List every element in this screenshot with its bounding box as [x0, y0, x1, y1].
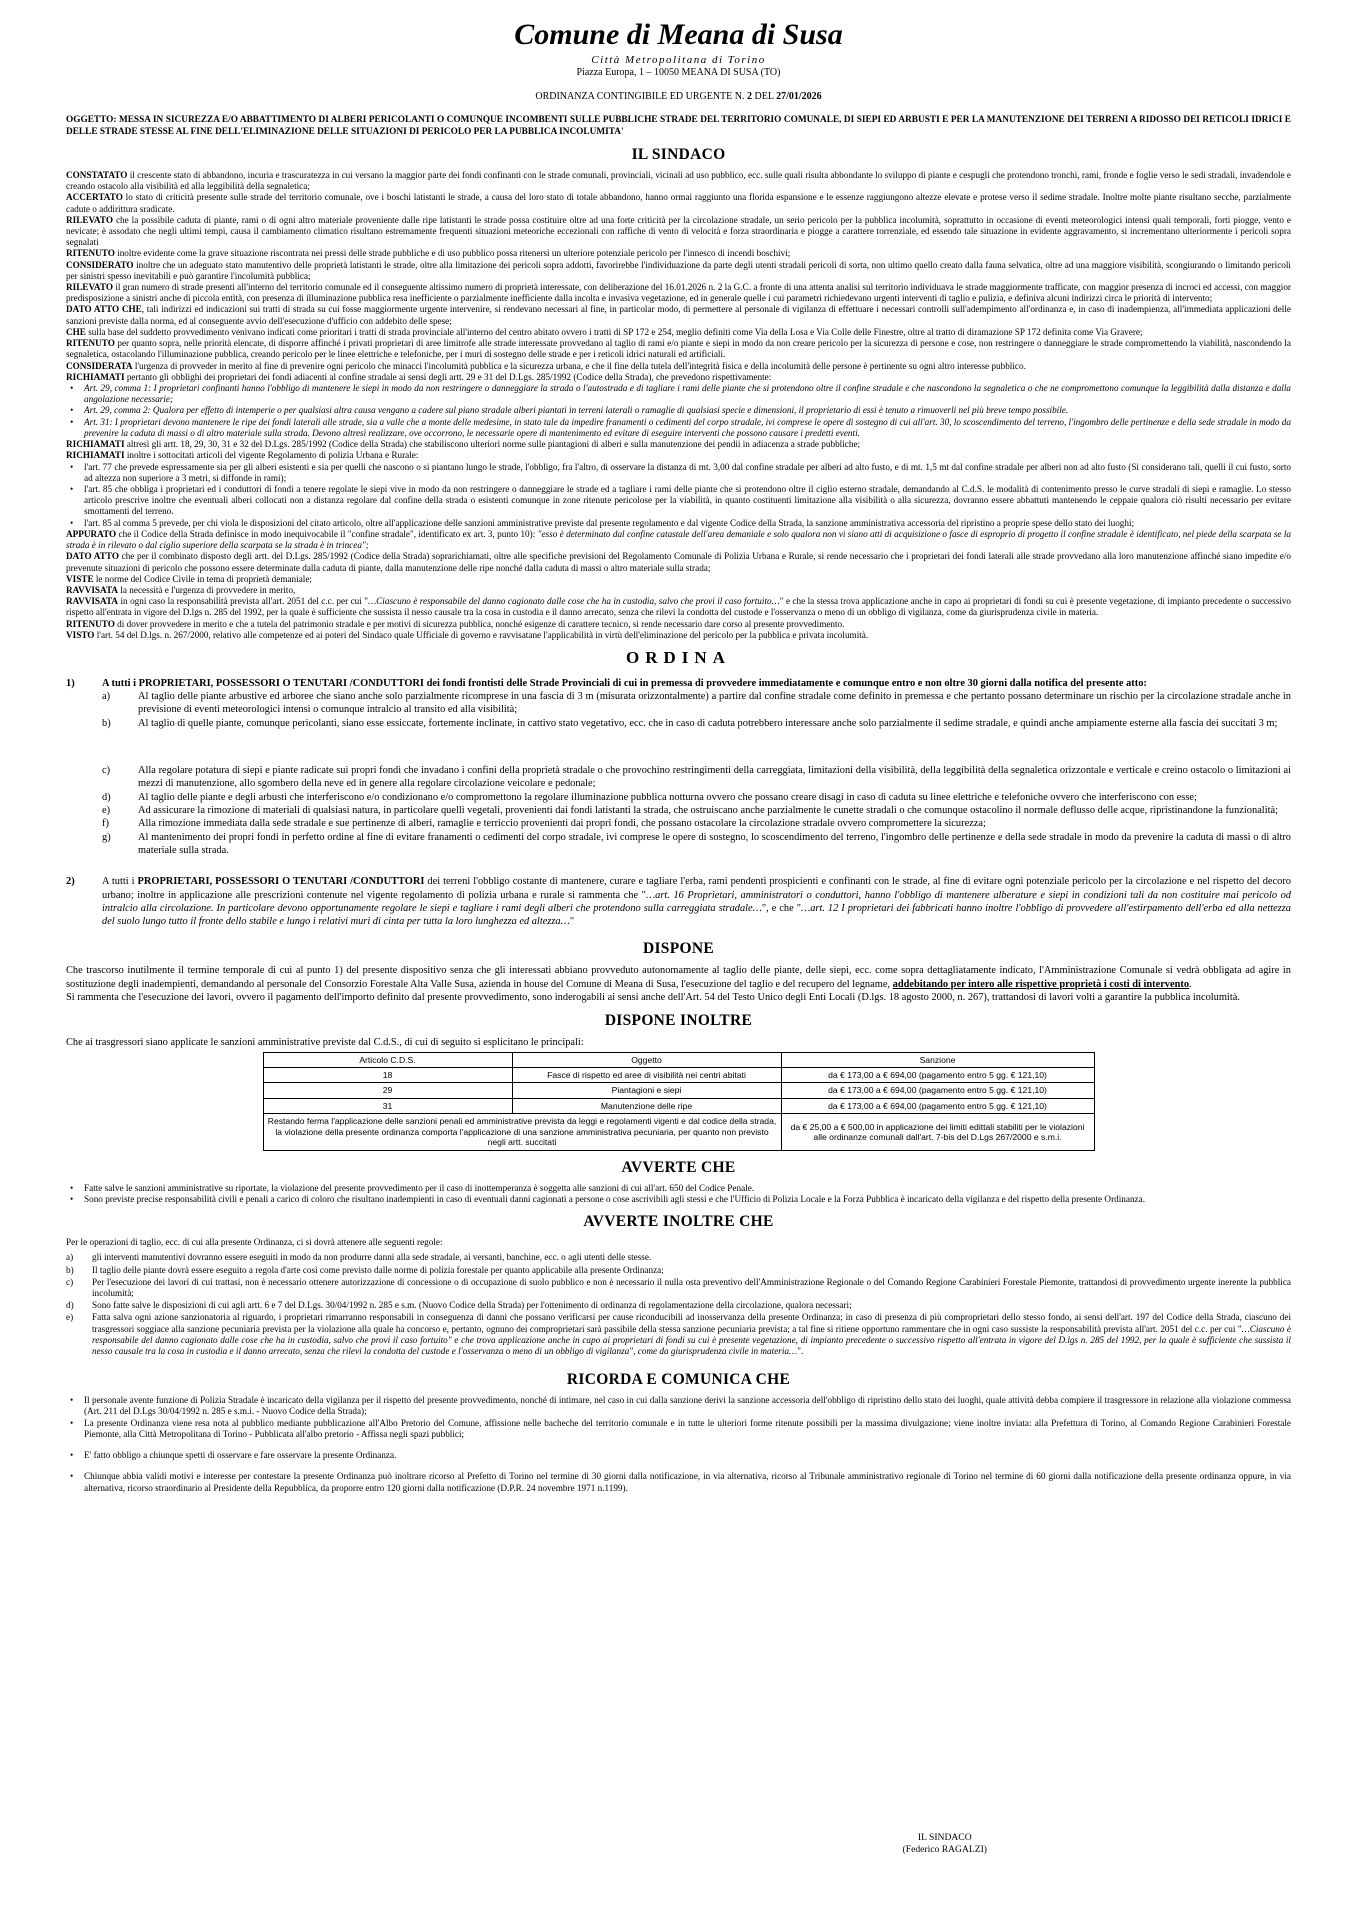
premessa: CONSTATATO il crescente stato di abbandono, incuria e trascuratezza in cui versano la maggior parte dei fondi confinanti con le strade comunali, provinciali, vicinali ad uso pubblico, ecc. sulle quali risulta abbondante lo sviluppo di piante e cespugli che protendono tronchi, rami, fronde e foglie verso le sedi stradali, invadendole e creando ostacolo alla visibilità ed alla leggibilità della segnaletica;: [66, 169, 1291, 192]
sanzioni-table: [263, 1052, 1095, 1151]
ordina-sub-item: d) Al taglio delle piante e degli arbusti che interferiscono e/o condizionano e/o compromettono la regolare illuminazione pubblica notturna ovvero che possano creare disagi in caso di caduta su linee elettriche e telefoniche ovvero che interferiscono con esse;: [102, 791, 1197, 803]
table-row: Restando ferma l'applicazione delle sanzioni penali ed amministrative prevista da leggi e regolamenti vigenti e dal codice della strada, la violazione della presente ordinanza comporta l'applicazione di una sanzione amministrativa pecuniaria, per quanto non previsto negli artt. succitati da € 25,00 a € 500,00 in applicazione dei limiti edittali stabiliti per le violazioni alle ordinanze comunali dall'art. 7-bis del D.Lgs 267/2000 e s.m.i.: [263, 1114, 1094, 1150]
ordina-sub-item: f) Alla rimozione immediata dalla sede stradale e sue pertinenze di alberi, ramaglie e terriccio provenienti dai propri fondi, che possano ostacolare la circolazione stradale ovvero compromettere la sicurezza;: [102, 818, 986, 830]
ordina-heading: ORDINA: [626, 648, 731, 668]
premessa: RICHIAMATI pertanto gli obblighi dei proprietari dei fondi adiacenti al confine stradale ai sensi degli artt. 29 e 31 del D.Lgs. 285/1992 (Codice della Strada), che prevedono rispettivamente:: [66, 371, 772, 382]
list-item: • Chiunque abbia validi motivi e interesse per contestare la presente Ordinanza può inoltrare ricorso al Prefetto di Torino nel termine di 30 giorni dalla notificazione, in via alternativa, ricorso al Tribunale amministrativo regionale di Torino nel termine di 60 giorni dalla notificazione della presente ordinanza oppure, in via alternativa, ricorso straordinario al Presidente della Repubblica, da proporre entro 120 giorni dalla notificazione (D.P.R. 24 novembre 1971 n.1199).: [84, 1471, 1291, 1493]
premessa: CHE sulla base del suddetto provvedimento venivano indicati come prioritari i tratti di strada provinciale all'interno del centro abitato ovvero i tratti di SP 172 e 254, meglio definiti come Via della Losa e Via Colle delle Finestre, oltre al tratto di diramazione SP 172 definita come Via Gravere;: [66, 326, 1143, 337]
ordina-point-2: 2) A tutti i PROPRIETARI, POSSESSORI O TENUTARI /CONDUTTORI dei terreni l'obbligo costante di mantenere, curare e tagliare l'erba, rami pendenti prospicienti e confinanti con le strade, al fine di evitare ogni potenziale pericolo per la circolazione e nel rispetto del decoro urbano; inoltre in applicazione alle prescrizioni contenute nel vigente regolamento di polizia urbana e rurale si rammenta che "…art. 16 Proprietari, amministratori o conduttori, hanno l'obbligo di mantenere alberature e siepi in condizioni tali da non costituire mai pericolo od intralcio alla circolazione. In particolare devono opportunamente regolare le siepi e tagliare i rami degli alberi che protendono sulla carreggiata stradale…", e che "…art. 12 I proprietari dei fabbricati hanno inoltre l'obbligo di provvedere all'estirpamento dell'erba ed alla nettezza del suolo lungo tutto il fronte dello stabile e lungo i relativi muri di cinta per tutta la loro lunghezza ed altezza…": [66, 876, 1291, 928]
ordina-sub-item: b) Al taglio di quelle piante, comunque pericolanti, siano esse essiccate, fortemente inclinate, in cattivo stato vegetativo, ecc. che in caso di caduta potrebbero interessare anche solo parzialmente il sedime stradale, e quindi anche ampiamente esterne alla fascia dei succitati 3 m;: [102, 717, 1278, 729]
premessa: DATO ATTO che per il combinato disposto degli artt. del D.Lgs. 285/1992 (Codice della Strada) soprarichiamati, oltre alle specifiche previsioni del Regolamento Comunale di Polizia Urbana e Rurale, si rende necessario che i proprietari dei fondi laterali alle strade provvedano alla loro manutenzione affinché siano impedite e/o prevenute situazioni di pericolo che possono essere determinate dalla caduta di piante, dalla manutenzione delle ripe nonché dalla caduta di massi o altro materiale sulla strada;: [66, 551, 1291, 573]
premessa: RILEVATO che la possibile caduta di piante, rami o di ogni altro materiale proveniente dalle ripe latistanti le strade possa costituire oltre ad una forte criticità per la circolazione stradale, un serio pericolo per la pubblica incolumità, soprattutto in occasione di eventi meteorologici intensi quali temporali, forti piogge, vento e nevicate; è assodato che negli ultimi tempi, causa il cambiamento climatico risultano estremamente frequenti situazioni meteoriche eccezionali con raffiche di vento di velocità e forza straordinaria e piogge a carattere torrenziale, ed essendo tale situazione in evidente aggravamento, si incrementano ulteriormente i pericoli sopra segnalati: [66, 214, 1291, 248]
ordinanza-number: ORDINANZA CONTINGIBILE ED URGENTE N. 2 DEL 27/01/2026: [535, 91, 822, 103]
premesse: [66, 170, 1291, 641]
list-item: • E' fatto obbligo a chiunque spetti di osservare e fare osservare la presente Ordinanza.: [84, 1450, 1291, 1461]
list-item: • l'art. 85 che obbliga i proprietari ed i conduttori di fondi a tenere regolate le siepi vive in modo da non restringere o danneggiare le strade ed a tagliare i rami delle piante che si protendono oltre il ciglio esterno stradale, demandando al C.d.S. le modalità di contenimento presso le curve stradali di siepi e ramaglie. Lo stesso articolo prescrive inoltre che eventuali alberi collocati non a distanza regolare dal confine della strada o esistenti comunque in zone ritenute pericolose per la viabilità, in quanto costituenti limitazione alla visibilità o alla sicurezza, dovranno essere abbattuti mantenendo le ceppaie qualora ciò risulti necessario per evitare smottamenti del terreno.: [84, 484, 1291, 518]
premessa: RAVVISATA in ogni caso la responsabilità prevista all'art. 2051 del c.c. per cui "…Ciascuno è responsabile del danno cagionato dalle cose che ha in custodia, salvo che provi il caso fortuito…" e che la stessa trova applicazione anche in capo ai proprietari di fondi su cui è presente vegetazione, di impianto precedente o successivo rispetto all'entrata in vigore del D.lgs n. 285 del 1992, per la quale è sufficiente che sussista il nesso causale tra la cosa in custodia e il danno arrecato, senza che rilevi la condotta del custode e l'osservanza o meno di un obbligo di vigilanza, come da giurisprudenza civile in materia.: [66, 596, 1291, 618]
avverte-inoltre-heading: AVVERTE INOLTRE CHE: [583, 1213, 774, 1231]
ordina-sub-item: a) Al taglio delle piante arbustive ed arboree che siano anche solo parzialmente ricomprese in una fascia di 3 m (misurata orizzontalmente) a partire dal confine stradale come definito in premessa e che pertanto possano determinare un rischio per la circolazione stradale anche in previsione di eventi meteorologici intensi o comunque intralcio al transito ed alla visibilità;: [102, 691, 1291, 716]
table-row: 18 Fasce di rispetto ed aree di visibilità nei centri abitati da € 173,00 a € 694,00 (pagamento entro 5 gg. € 121,10): [263, 1068, 1094, 1083]
premessa: CONSIDERATA l'urgenza di provveder in merito al fine di prevenire ogni pericolo che minacci l'incolumità pubblica e la sicurezza urbana, e che il fine della tutela dell'integrità fisica e della incolumità delle persone è pertinente su ogni altro interesse pubblico.: [66, 360, 1026, 371]
avverte-list: [66, 1183, 1291, 1205]
premessa: RAVVISATA la necessità e l'urgenza di provvedere in merito,: [66, 584, 296, 595]
ordina-section: [66, 677, 1291, 929]
dispone-inoltre-heading: DISPONE INOLTRE: [604, 1012, 753, 1030]
articoli-cds-list: [66, 383, 1291, 439]
sindaco-name: (Federico RAGALZI): [902, 1843, 987, 1855]
list-item: c) Per l'esecuzione dei lavori di cui trattasi, non è necessario ottenere autorizzazione di concessione o di occupazione di suolo pubblico e non è necessario il nulla osta preventivo dell'Amministrazione Regionale o del Comando Regione Carabinieri Forestale Piemonte, trattandosi di provvedimento urgente inerente la pubblica incolumità;: [66, 1276, 1291, 1299]
table-row: 31 Manutenzione delle ripe da € 173,00 a € 694,00 (pagamento entro 5 gg. € 121,10): [263, 1098, 1094, 1113]
list-item: • l'art. 77 che prevede espressamente sia per gli alberi esistenti e sia per quelli che nascono o si piantano lungo le strade, l'obbligo, fra l'altro, di osservare la distanza di mt. 3,00 dal confine stradale per alberi ad alto fusto, e di mt. 1,5 mt dal confine stradale per alberi non ad alto fusto (Si considerano tali, quelli il cui fusto, sorto ad altezza non superiore a 3 metri, si diffonde in rami);: [84, 462, 1291, 484]
ordina-point-1: 1) A tutti i PROPRIETARI, POSSESSORI O TENUTARI /CONDUTTORI dei fondi frontisti delle Strade Provinciali di cui in premessa di provvedere immediatamente e comunque entro e non oltre 30 giorni dalla notifica del presente atto:: [66, 677, 1147, 689]
list-item: a) gli interventi manutentivi dovranno essere eseguiti in modo da non produrre danni alla sede stradale, ai versanti, banchine, ecc. o agli utenti delle stesse.: [66, 1252, 652, 1263]
avverte-inoltre-list: [66, 1252, 1291, 1357]
premessa: RITENUTO inoltre evidente come la grave situazione riscontrata nei pressi delle strade pubbliche e di uso pubblico possa ritenersi un ulteriore potenziale pericolo per l'innesco di incendi boschivi;: [66, 248, 791, 259]
list-item: • Art. 29, comma 2: Qualora per effetto di intemperie o per qualsiasi altra causa vengano a cadere sul piano stradale alberi piantati in terreni laterali o ramaglie di qualsiasi specie e dimensioni, il proprietario di essi è tenuto a rimuoverli nel più breve tempo possibile.: [84, 405, 1291, 416]
list-item: • Sono previste precise responsabilità civili e penali a carico di coloro che risultano inadempienti in caso di eventuali danni cagionati a persone o cose ascrivibili agli stessi e che l'Ufficio di Polizia Locale e la Forza Pubblica è incaricato della vigilanza e del rispetto della presente Ordinanza.: [84, 1194, 1291, 1205]
table-row: 29 Piantagioni e siepi da € 173,00 a € 694,00 (pagamento entro 5 gg. € 121,10): [263, 1083, 1094, 1098]
premessa: VISTO l'art. 54 del D.lgs. n. 267/2000, relativo alle competenze ed ai poteri del Sindaco quale Ufficiale di governo e ravvisatane l'applicabilità in virtù dell'eliminazione del pericolo per la pubblica e privata incolumità.: [66, 629, 869, 640]
citta-metropolitana: Città Metropolitana di Torino: [591, 53, 766, 66]
premessa: RICHIAMATI altresì gli artt. 18, 29, 30, 31 e 32 del D.Lgs. 285/1992 (Codice della Strada) che stabiliscono ulteriori norme sulle piantagioni di alberi e sulla manutenzione dei pendii in adiacenza a strade pubbliche;: [66, 439, 861, 450]
dispone-heading: DISPONE: [642, 940, 714, 958]
table-header: Articolo C.D.S.: [263, 1052, 512, 1067]
premessa: RITENUTO per quanto sopra, nelle priorità elencate, di disporre affinché i privati proprietari di aree limitrofe alle strade interessate provvedano al taglio di rami e/o piante e siepi in modo da non creare pericolo per la sicurezza di persone e cose, non restringere o danneggiare le strade compromettendo la viabilità, nascondendo la segnaletica, ostacolando l'illuminazione pubblica, creando pericolo per le linee elettriche e telefoniche, per i muri di sostegno delle strade e per i reticoli idrici naturali ed artificiali.: [66, 338, 1291, 360]
ricorda-heading: RICORDA E COMUNICA CHE: [566, 1371, 791, 1389]
list-item: d) Sono fatte salve le disposizioni di cui agli artt. 6 e 7 del D.Lgs. 30/04/1992 n. 285 e s.m. (Nuovo Codice della Strada) per l'ottenimento di ordinanza di regolamentazione della circolazione, qualora necessari;: [66, 1300, 852, 1311]
premessa: DATO ATTO CHE, tali indirizzi ed indicazioni sui tratti di strada su cui fosse maggiormente urgente intervenire, si rendevano necessari al fine, in particolar modo, di permettere al personale di vigilanza di effettuare i necessari controlli sull'adempimento all'ordinanza e, in caso di inadempienza, all'immediata applicazioni delle sanzioni previste dalla norma, ed al conseguente avvio dell'esecuzione d'ufficio con addebito delle spese;: [66, 304, 1291, 326]
oggetto: OGGETTO: MESSA IN SICUREZZA E/O ABBATTIMENTO DI ALBERI PERICOLANTI O COMUNQUE INCOMBENTI SULLE PUBBLICHE STRADE DEL TERRITORIO COMUNALE, DI SIEPI ED ARBUSTI E PER LA MANUTENZIONE DEI TERRENI A RIDOSSO DEI RETICOLI IDRICI E DELLE STRADE STESSE AL FINE DELL'ELIMINAZIONE DELLE SITUAZIONI DI PERICOLO PER LA PUBBLICA INCOLUMITA': [66, 115, 1291, 137]
premessa: ACCERTATO lo stato di criticità presente sulle strade del territorio comunale, ove i boschi latistanti le strade, a causa del loro stato di totale abbandono, hanno ormai raggiunto una florida espansione e le essenze raggiungono altezze elevate e protese verso il sedime stradale. Inoltre molte piante risultano secche, parzialmente cadute o addirittura sradicate.: [66, 192, 1291, 214]
ordina-sub-item: e) Ad assicurare la rimozione di materiali di qualsiasi natura, in particolare quelli vegetali, provenienti dai fondi latistanti la strada, che ostruiscano anche parzialmente le cunette stradali o che comunque ostacolino il normale deflusso delle acque, ripristinandone la funzionalità;: [102, 804, 1278, 816]
ordina-sub-item: c) Alla regolare potatura di siepi e piante radicate sui propri fondi che invadano i confini della proprietà stradale o che provochino restringimenti della carreggiata, limitazioni della visibilità, della leggibilità della segnaletica orizzontale e verticale e creino ostacolo o limitazioni ai mezzi di manutenzione, allo sgombero della neve ed in genere alla regolare circolazione veicolare e pedonale;: [102, 765, 1291, 790]
list-item: • La presente Ordinanza viene resa nota al pubblico mediante pubblicazione all'Albo Pretorio del Comune, affissione nelle bacheche del territorio comunale e in tutte le ulteriori forme ritenute possibili per la massima divulgazione; viene inoltre inviata: alla Prefettura di Torino, al Comando Regione Carabinieri Forestale Piemonte, alla Città Metropolitana di Torino - Pubblicata all'albo pretorio - Affissa negli spazi pubblici;: [84, 1418, 1291, 1440]
list-item: b) Il taglio delle piante dovrà essere eseguito a regola d'arte così come previsto dalle norme di polizia forestale per quanto applicabile alla presente Ordinanza;: [66, 1264, 664, 1275]
ordinanza-document: [66, 16, 1291, 1908]
signature-block: [903, 1832, 987, 1855]
sindaco-role: IL SINDACO: [917, 1832, 972, 1843]
list-item: • Art. 31: I proprietari devono mantenere le ripe dei fondi laterali alle strade, sia a valle che a monte delle medesime, in stato tale da impedire franamenti o cedimenti del corpo stradale, ivi comprese le opere di sostegno di cui all'art. 30, lo scoscendimento del terreno, l'ingombro delle pertinenze e della sede stradale in modo da prevenire la caduta di massi o di altro materiale sulla strada. Devono altresì realizzare, ove occorrono, le necessarie opere di mantenimento ed evitare di eseguire interventi che possono causare i predetti eventi.: [84, 417, 1291, 439]
premessa: RITENUTO di dover provvedere in merito e che a tutela del patrimonio stradale e per motivi di sicurezza pubblica, nonché esigenze di carattere tecnico, si rende necessario dare corso al presente provvedimento.: [66, 618, 845, 629]
premessa: CONSIDERATO inoltre che un adeguato stato manutentivo delle proprietà latistanti le strade, oltre alla limitazione dei pericoli sopra addotti, favorirebbe l'individuazione da parte degli utenti stradali pericoli di sorta, non ultimo quello creato dalla fauna selvatica, oltre ad una maggiore visibilità, scongiurando o limitando pericoli per sinistri spesso inevitabili e può garantire l'incolumità pubblica;: [66, 259, 1291, 281]
address: Piazza Europa, 1 – 10050 MEANA DI SUSA (TO): [576, 66, 781, 78]
premessa: RILEVATO il gran numero di strade presenti all'interno del territorio comunale ed il conseguente altissimo numero di proprietà interessate, con deliberazione del 16.01.2026 n. 2 la G.C. a fronte di una attenta analisi sul territorio individuava le strade maggiormente trafficate, con maggior presenza di incroci ed accessi, con maggior predisposizione a sinistri anche di piccola entità, con presenza di illuminazione pubblica resa inefficiente o parzialmente inefficiente dalla incolta e invasiva vegetazione, ed in generale quelle i cui parametri richiedevano urgenti interventi di taglio e pulizia, e definiva alcuni indirizzi circa le priorità di intervento;: [66, 282, 1291, 304]
ricorda-list: [66, 1395, 1291, 1494]
table-header-row: [263, 1052, 1094, 1067]
comune-title: Comune di Meana di Susa: [514, 18, 843, 51]
list-item: • Fatte salve le sanzioni amministrative su riportate, la violazione del presente provvedimento per il caso di inottemperanza è soggetta alle sanzioni di cui all'art. 650 del Codice Penale.: [84, 1183, 1291, 1194]
il-sindaco-heading: IL SINDACO: [631, 145, 726, 163]
list-item: • Il personale avente funzione di Polizia Stradale è incaricato della vigilanza per il rispetto del presente provvedimento, nonché di intimare, nel caso in cui dalla sanzione derivi la sanzione accessoria dell'obbligo di ripristino dello stato dei luoghi, quale attività debba compiere il trasgressore in relazione alla violazione commessa (Art. 211 del D.Lgs 30/04/1992 n. 285 e s.m.i. - Nuovo Codice della Strada);: [84, 1395, 1291, 1417]
dispone-text: Che trascorso inutilmente il termine temporale di cui al punto 1) del presente dispositivo senza che gli interessati abbiano provveduto autonomamente al taglio delle piante, delle siepi, ecc. come sopra dettagliatamente indicato, l'Amministrazione Comunale si vedrà obbligata ad agire in sostituzione degli inadempienti, demandando al personale del Consorzio Forestale Alta Valle Susa, azienda in house del Comune di Meana di Susa, l'esecuzione del taglio e del recupero del legname, addebitando per intero alle rispettive proprietà i costi di intervento. Si rammenta che l'esecuzione dei lavori, ovvero il pagamento dell'importo definito dal presente provvedimento, sono inderogabili ai sensi anche dell'Art. 54 del Testo Unico degli Enti Locali (D.lgs. 18 agosto 2000, n. 267), trattandosi di lavori volti a garantire la pubblica incolumità.: [66, 965, 1291, 1003]
premessa: RICHIAMATI inoltre i sottocitati articoli del vigente Regolamento di polizia Urbana e Rurale:: [66, 450, 419, 461]
table-header: Sanzione: [781, 1052, 1094, 1067]
premessa: VISTE le norme del Codice Civile in tema di proprietà demaniale;: [66, 573, 312, 584]
avverte-inoltre-intro: Per le operazioni di taglio, ecc. di cui alla presente Ordinanza, ci si dovrà attenere alle seguenti regole:: [66, 1237, 443, 1248]
ordina-sub-item: g) Al mantenimento dei propri fondi in perfetto ordine al fine di evitare franamenti o cedimenti del corpo stradale, ivi comprese le opere di sostegno, lo scoscendimento del terreno, l'ingombro delle pertinenze e della sede stradale in modo da prevenire la caduta di massi o di altro materiale sulla strada.: [102, 831, 1291, 856]
premessa: APPURATO che il Codice della Strada definisce in modo inequivocabile il "confine stradale", identificato ex art. 3, punto 10): "esso è determinato dal confine catastale dell'area demaniale e solo qualora non vi siano atti di acquisizione o fasce di esproprio di progetto il confine stradale è identificato, nel piede della scarpata se la strada è in rilevato o dal ciglio superiore della scarpata se la strada è in trincea";: [66, 528, 1291, 551]
dispone-inoltre-intro: Che ai trasgressori siano applicate le sanzioni amministrative previste dal C.d.S., di cui di seguito si esplicitano le principali:: [66, 1037, 584, 1049]
list-item: e) Fatta salva ogni azione sanzionatoria al riguardo, i proprietari rimarranno responsabili in conseguenza di danni che possano verificarsi per cause riconducibili ad inosservanza della presente Ordinanza; in caso di presenza di più comproprietari dello stesso fondo, ai sensi dell'art. 197 del Codice della Strada, ciascuno dei trasgressori soggiace alla sanzione pecuniaria prevista per la violazione alla quale ha concorso e, pertanto, ognuno dei comproprietari sarà passibile della stessa sanzione pecuniaria prevista; a tal fine si ritiene opportuno rammentare che in ogni caso sussiste la responsabilità prevista all'art. 2051 del c.c. per cui "…Ciascuno è responsabile del danno cagionato dalle cose che ha in custodia, salvo che provi il caso fortuito" e che trova applicazione anche in capo ai proprietari di fondi su cui è presente vegetazione, di impianto precedente o successivo rispetto all'entrata in vigore del D.lgs n. 285 del 1992, per la quale è sufficiente che sussista il nesso causale tra la cosa in custodia e il danno arrecato, senza che rilevi la condotta del custode e l'osservanza o meno di un obbligo di vigilanza", come da giurisprudenza civile in materia…".: [66, 1312, 1291, 1357]
table-header: Oggetto: [512, 1052, 781, 1067]
avverte-heading: AVVERTE CHE: [621, 1158, 736, 1176]
list-item: • l'art. 85 al comma 5 prevede, per chi viola le disposizioni del citato articolo, oltre all'applicazione delle sanzioni amministrative previste dal presente regolamento e dal vigente Codice della Strada, la sanzione amministrativa accessoria del ripristino a proprie spese dello stato dei luoghi;: [84, 518, 1291, 529]
list-item: • Art. 29, comma 1: I proprietari confinanti hanno l'obbligo di mantenere le siepi in modo da non restringere o danneggiare la strada o l'autostrada e di tagliare i rami delle piante che si protendono oltre il confine stradale e che nascondono la segnaletica o che ne compromettono comunque la leggibilità dalla distanza e dalla angolazione necessarie;: [84, 383, 1291, 405]
regolamento-list: [66, 462, 1291, 529]
